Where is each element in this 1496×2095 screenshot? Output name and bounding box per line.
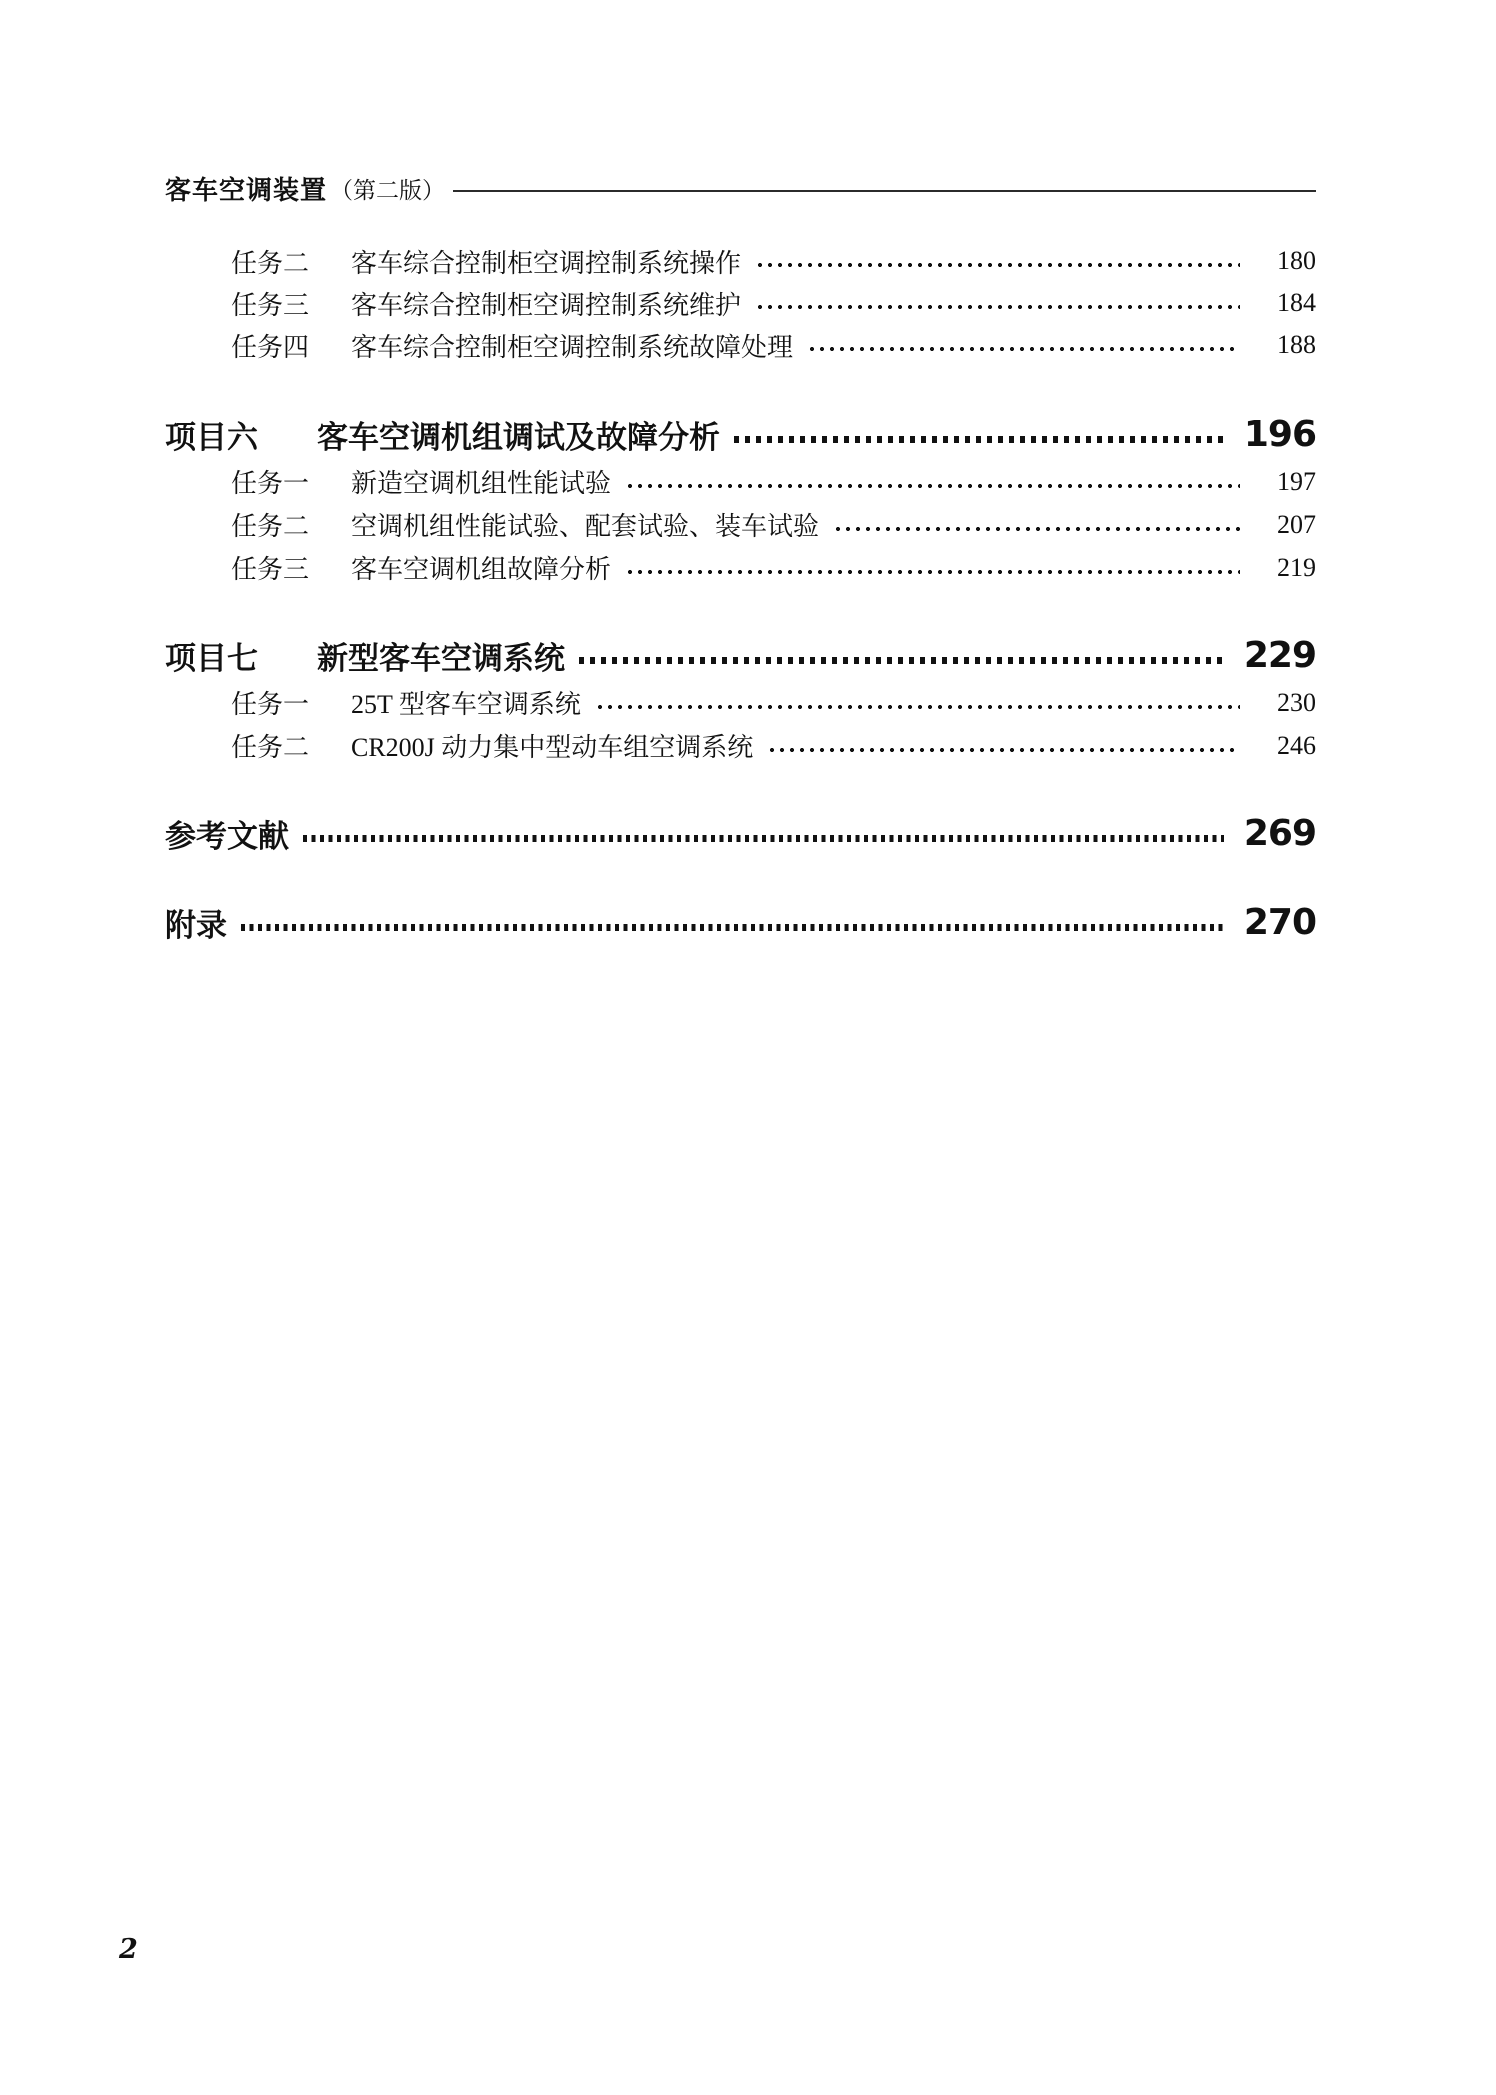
dot-leader [807, 345, 1240, 353]
entry-label: 任务二 [231, 733, 310, 762]
entry-page-number: 184 [1277, 288, 1316, 317]
entry-title: 新型客车空调系统 [317, 640, 565, 677]
toc-entry-task [165, 282, 1316, 324]
entry-label: 任务一 [231, 690, 310, 719]
dot-leader [241, 924, 1224, 931]
entry-label: 任务二 [231, 248, 310, 278]
toc-entry-task [165, 546, 1316, 589]
toc-entry-backmatter [165, 896, 1316, 948]
entry-title: 客车空调机组故障分析 [351, 555, 612, 584]
entry-page-number: 196 [1243, 413, 1316, 455]
entry-label: 任务四 [231, 332, 310, 362]
dot-leader [579, 657, 1224, 664]
entry-page-number: 207 [1277, 509, 1316, 539]
toc-entry-backmatter [165, 807, 1316, 859]
entry-title: 客车空调机组调试及故障分析 [317, 419, 720, 456]
toc-entry-task [165, 503, 1316, 546]
entry-page-number: 230 [1277, 687, 1316, 717]
footer-page-number: 2 [119, 1934, 138, 1965]
table-of-contents [165, 240, 1316, 948]
entry-page-number: 180 [1277, 246, 1316, 275]
dot-leader [767, 746, 1240, 754]
entry-label: 项目七 [165, 640, 258, 677]
toc-entry-task [165, 324, 1316, 366]
dot-leader [755, 303, 1240, 311]
dot-leader [303, 835, 1224, 842]
entry-title: 客车综合控制柜空调控制系统故障处理 [351, 332, 794, 362]
entry-label: 项目六 [165, 419, 258, 456]
entry-label: 参考文献 [165, 818, 289, 855]
entry-page-number: 188 [1277, 330, 1316, 359]
toc-entry-task [165, 460, 1316, 503]
dot-leader [595, 703, 1240, 711]
dot-leader [625, 568, 1240, 576]
header-rule [453, 190, 1316, 192]
entry-title: CR200J 动力集中型动车组空调系统 [351, 733, 754, 762]
entry-title: 新造空调机组性能试验 [351, 469, 612, 498]
entry-page-number: 269 [1243, 812, 1316, 854]
toc-entry-task [165, 681, 1316, 724]
entry-title: 客车综合控制柜空调控制系统维护 [351, 290, 742, 320]
edition-label: （第二版） [330, 178, 446, 203]
toc-group-intro-tasks [165, 240, 1316, 366]
dot-leader [625, 482, 1240, 490]
entry-page-number: 197 [1277, 466, 1316, 496]
entry-label: 任务三 [231, 290, 310, 320]
toc-entry-chapter [165, 629, 1316, 681]
toc-entry-chapter [165, 408, 1316, 460]
toc-group-backmatter [165, 807, 1316, 948]
toc-group-chapter-6 [165, 408, 1316, 589]
toc-group-chapter-7 [165, 629, 1316, 767]
entry-title: 客车综合控制柜空调控制系统操作 [351, 248, 742, 278]
entry-label: 任务二 [231, 512, 310, 541]
toc-entry-task [165, 240, 1316, 282]
entry-page-number: 246 [1277, 730, 1316, 760]
dot-leader [734, 436, 1224, 443]
entry-label: 附录 [165, 907, 227, 944]
entry-label: 任务三 [231, 555, 310, 584]
running-header [165, 170, 1316, 207]
entry-label: 任务一 [231, 469, 310, 498]
dot-leader [833, 525, 1240, 533]
dot-leader [755, 261, 1240, 269]
entry-page-number: 219 [1277, 552, 1316, 582]
toc-entry-task [165, 724, 1316, 767]
entry-title: 25T 型客车空调系统 [351, 690, 581, 719]
entry-page-number: 270 [1243, 901, 1316, 943]
entry-page-number: 229 [1243, 634, 1316, 676]
entry-title: 空调机组性能试验、配套试验、装车试验 [351, 512, 820, 541]
book-title: 客车空调装置 [165, 176, 328, 206]
